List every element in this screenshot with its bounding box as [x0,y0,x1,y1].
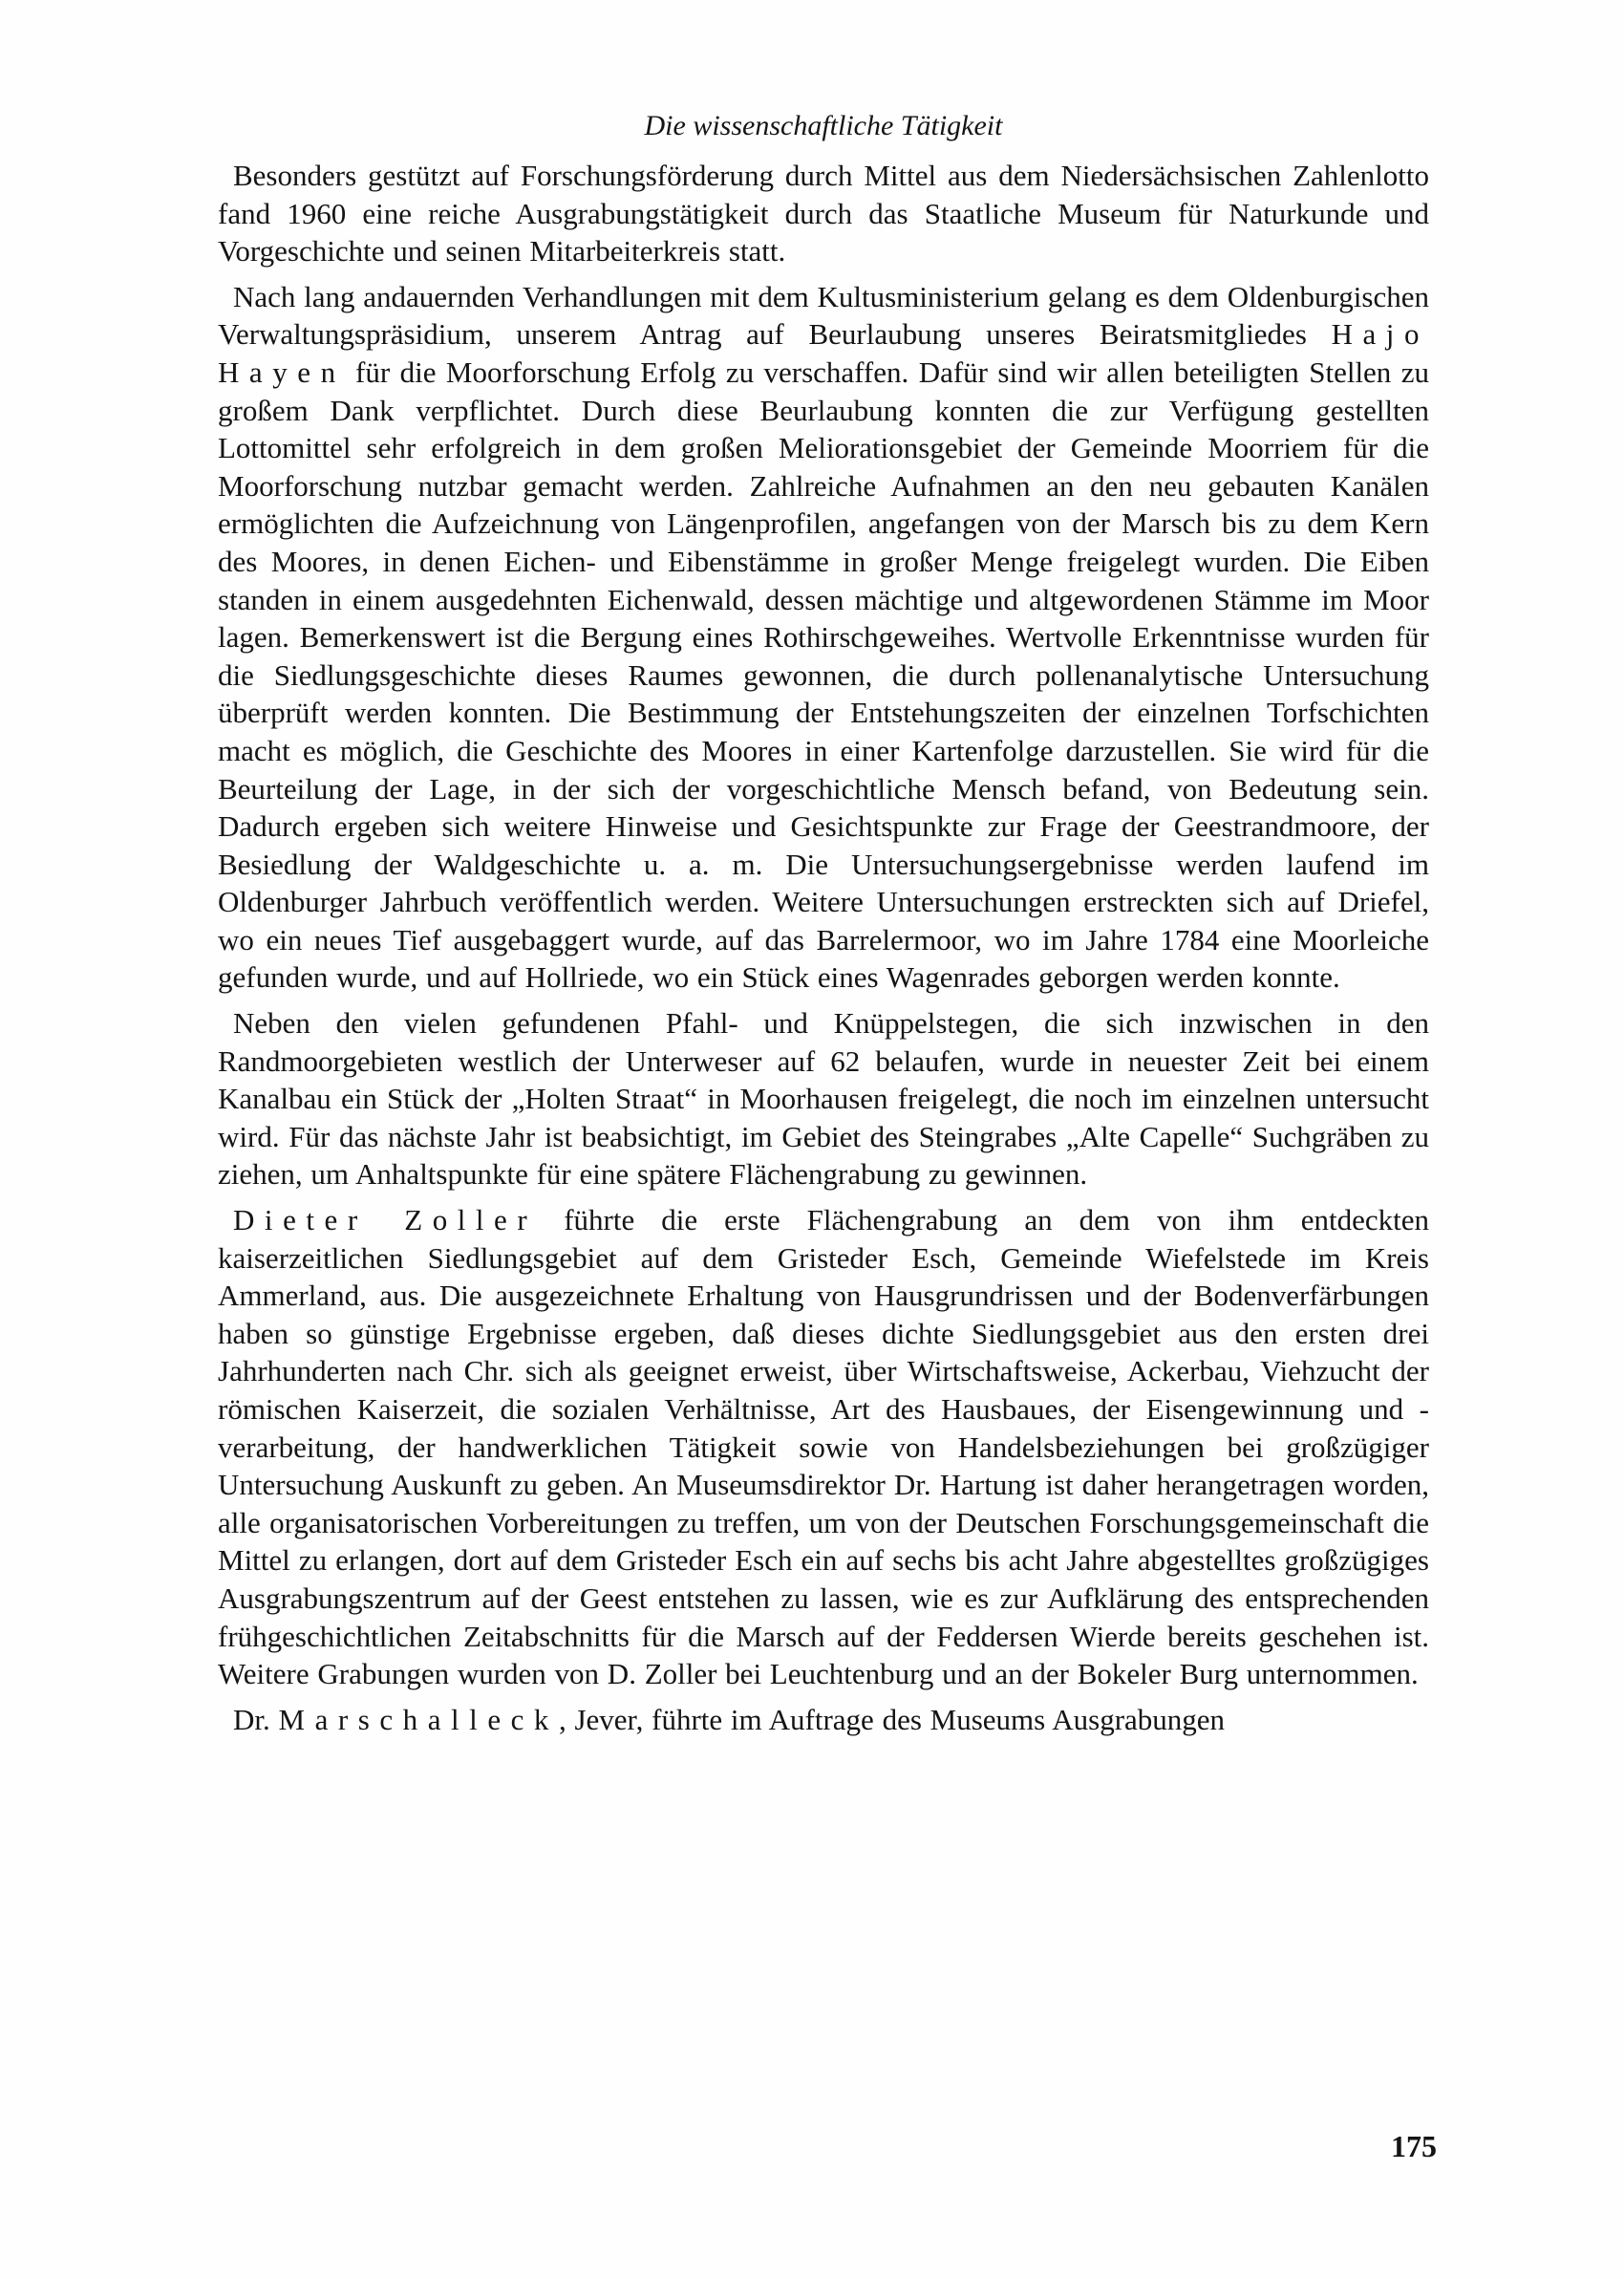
paragraph-marschalleck [218,1701,1429,1739]
paragraph-gristeder-esch [218,1201,1429,1693]
paragraph-text: , Jever, führte im Auftrage des Museums Ausgrabungen [558,1702,1226,1736]
spaced-person-name: Marschalleck [278,1702,559,1736]
paragraph-trackways [218,1004,1429,1193]
paragraph-text: Nach lang andauernden Verhandlungen mit dem Kultusministerium gelang es dem Oldenburgischen Verwaltungspräsidium, unserem Antrag auf Beurlaubung unseres Beiratsmitgliedes [218,279,1429,352]
spaced-person-name: Dieter Zoller [233,1203,538,1237]
page-content [218,105,1429,1746]
running-head: Die wissenschaftliche Tätigkeit [644,110,1003,141]
paragraph-text: Neben den vielen gefundenen Pfahl- und Knüppelstegen, die sich inzwischen in den Randmoorgebieten westlich der Unterweser auf 62 belaufen, wurde in neuester Zeit bei einem Kanalbau ein Stück der „Holten Straat“ in Moorhausen freigelegt, die noch im einzelnen untersucht wird. Für das nächste Jahr ist beabsichtigt, im Gebiet des Steingrabes „Alte Capelle“ Suchgräben zu ziehen, um Anhaltspunkte für eine spätere Flächengrabung zu gewinnen. [218,1006,1429,1192]
spaced-person-name: Hajo Hayen [218,317,1429,389]
paragraph-text: für die Moorforschung Erfolg zu verschaffen. Dafür sind wir allen beteiligten Stellen zu großem Dank verpflichtet. Durch diese Beurlaubung konnten die zur Verfügung gestellten Lottomittel sehr erfolgreich in dem großen Meliorationsgebiet der Gemeinde Moorriem für die Moorforschung nutzbar gemacht werden. Zahlreiche Aufnahmen an den neu gebauten Kanälen ermöglichten die Aufzeichnung von Längenprofilen, angefangen von der Marsch bis zu dem Kern des Moores, in denen Eichen- und Eibenstämme in großer Menge freigelegt wurden. Die Eiben standen in einem ausgedehnten Eichenwald, dessen mächtige und altgewordenen Stämme im Moor lagen. Bemerkenswert ist die Bergung eines Rothirschgeweihes. Wertvolle Erkenntnisse wurden für die Siedlungsgeschichte dieses Raumes gewonnen, die durch pollenanalytische Untersuchung überprüft werden konnten. Die Bestimmung der Entstehungszeiten der einzelnen Torfschichten macht es möglich, die Geschichte des Moores in einer Kartenfolge darzustellen. Sie wird für die Beurteilung der Lage, in der sich der vorgeschichtliche Mensch befand, von Bedeutung sein. Dadurch ergeben sich weitere Hinweise und Gesichtspunkte zur Frage der Geestrandmoore, der Besiedlung der Waldgeschichte u. a. m. Die Untersuchungsergebnisse werden laufend im Oldenburger Jahrbuch veröffentlich werden. Weitere Untersuchungen erstreckten sich auf Driefel, wo ein neues Tief ausgebaggert wurde, auf das Barrelermoor, wo im Jahre 1784 eine Moorleiche gefunden wurde, und auf Hollriede, wo ein Stück eines Wagenrades geborgen werden konnte. [218,355,1429,995]
paragraph-funding [218,157,1429,270]
paragraph-moor-research [218,278,1429,997]
page-number: 175 [1391,2129,1437,2163]
paragraph-text: führte die erste Flächengrabung an dem von ihm entdeckten kaiserzeitlichen Siedlungsgebiet auf dem Gristeder Esch, Gemeinde Wiefelstede im Kreis Ammerland, aus. Die ausgezeichnete Erhaltung von Hausgrundrissen und der Bodenverfärbungen haben so günstige Ergebnisse ergeben, daß dieses dichte Siedlungsgebiet aus den ersten drei Jahrhunderten nach Chr. sich als geeignet erweist, über Wirtschaftsweise, Ackerbau, Viehzucht der römischen Kaiserzeit, die sozialen Verhältnisse, Art des Hausbaues, der Eisengewinnung und -verarbeitung, der handwerklichen Tätigkeit sowie von Handelsbeziehungen bei großzügiger Untersuchung Auskunft zu geben. An Museumsdirektor Dr. Hartung ist daher herangetragen worden, alle organisatorischen Vorbereitungen zu treffen, um von der Deutschen Forschungsgemeinschaft die Mittel zu erlangen, dort auf dem Gristeder Esch ein auf sechs bis acht Jahre abgestelltes großzügiges Ausgrabungszentrum auf der Geest entstehen zu lassen, wie es zur Aufklärung des entsprechenden frühgeschichtlichen Zeitabschnitts für die Marsch auf der Feddersen Wierde bereits geschehen ist. Weitere Grabungen wurden von D. Zoller bei Leuchtenburg und an der Bokeler Burg unternommen. [218,1203,1430,1691]
paragraph-text: Dr. [233,1702,279,1736]
paragraph-text: Besonders gestützt auf Forschungsförderung durch Mittel aus dem Niedersächsischen Zahlenlotto fand 1960 eine reiche Ausgrabungstätigkeit durch das Staatliche Museum für Naturkunde und Vorgeschichte und seinen Mitarbeiterkreis statt. [218,159,1429,269]
